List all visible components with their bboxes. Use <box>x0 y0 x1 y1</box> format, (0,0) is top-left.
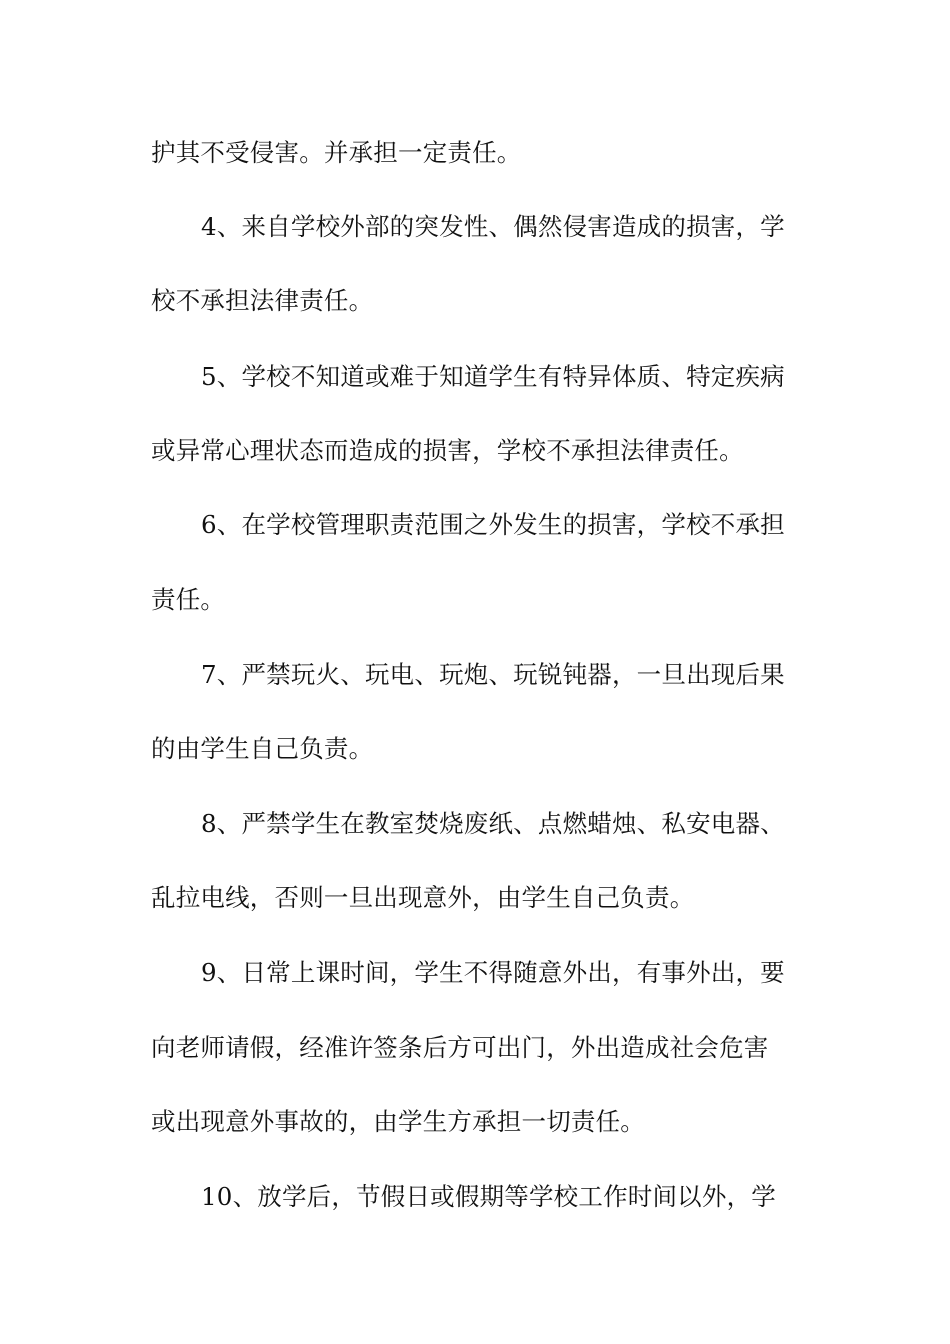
paragraph-10-line: 10、放学后，节假日或假期等学校工作时间以外，学 <box>201 1182 776 1211</box>
paragraph-4-line: 4、来自学校外部的突发性、偶然侵害造成的损害，学 <box>201 212 785 241</box>
paragraph-7-line: 7、严禁玩火、玩电、玩炮、玩锐钝器，一旦出现后果 <box>201 660 785 689</box>
text-line: 校不承担法律责任。 <box>151 286 374 315</box>
text-line: 或出现意外事故的，由学生方承担一切责任。 <box>151 1107 645 1136</box>
paragraph-8-line: 8、严禁学生在教室焚烧废纸、点燃蜡烛、私安电器、 <box>201 809 785 838</box>
text-line: 或异常心理状态而造成的损害，学校不承担法律责任。 <box>151 436 744 465</box>
paragraph-5-line: 5、学校不知道或难于知道学生有特异体质、特定疾病 <box>201 362 785 391</box>
paragraph-9-line: 9、日常上课时间，学生不得随意外出，有事外出，要 <box>201 958 785 987</box>
text-line: 乱拉电线，否则一旦出现意外，由学生自己负责。 <box>151 883 695 912</box>
paragraph-6-line: 6、在学校管理职责范围之外发生的损害，学校不承担 <box>201 510 785 539</box>
text-line: 护其不受侵害。并承担一定责任。 <box>151 138 522 167</box>
text-line: 向老师请假，经准许签条后方可出门，外出造成社会危害 <box>151 1033 769 1062</box>
text-line: 的由学生自己负责。 <box>151 734 374 763</box>
text-line: 责任。 <box>151 585 226 614</box>
